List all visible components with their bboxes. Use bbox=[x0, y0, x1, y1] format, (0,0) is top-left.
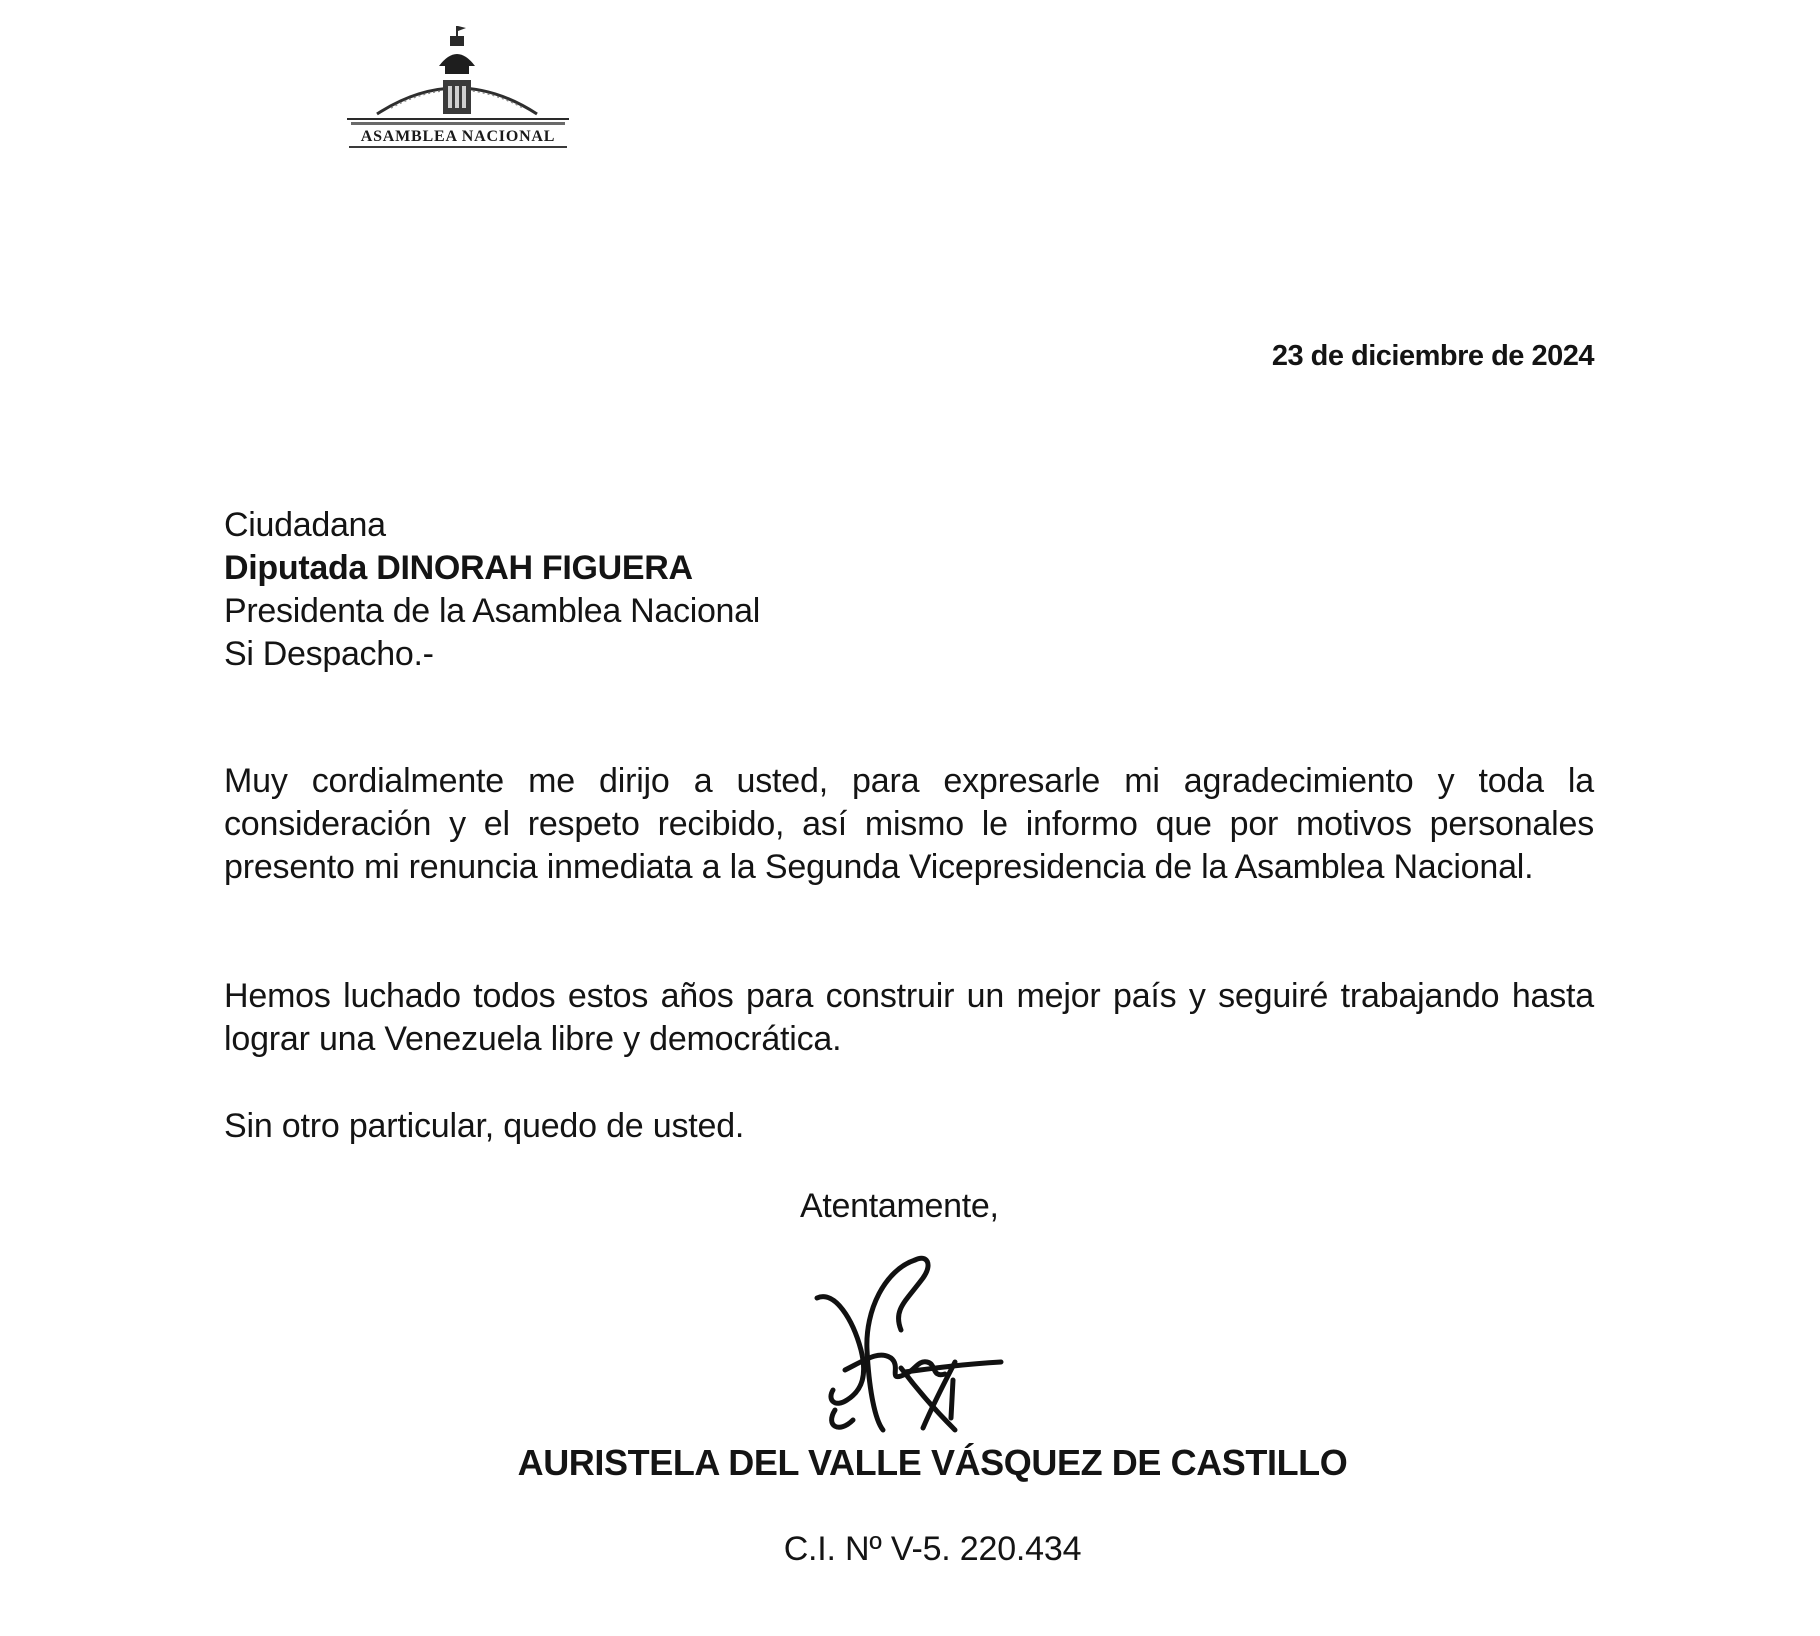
addressee-office: Si Despacho.- bbox=[224, 635, 434, 673]
addressee-block bbox=[224, 504, 760, 676]
closing-phrase: Atentamente, bbox=[800, 1187, 999, 1225]
signer-id-number: C.I. Nº V-5. 220.434 bbox=[783, 1530, 1082, 1568]
body-paragraph-2: Hemos luchado todos estos años para construir un mejor país y seguiré trabajando hasta lograr una Venezuela libre y democrática. bbox=[224, 977, 1594, 1058]
capitol-dome-icon bbox=[335, 22, 580, 152]
addressee-title: Presidenta de la Asamblea Nacional bbox=[224, 592, 761, 630]
addressee-salutation: Ciudadana bbox=[224, 506, 386, 544]
body-paragraph-3: Sin otro particular, quedo de usted. bbox=[224, 1107, 745, 1145]
signature-icon bbox=[805, 1250, 1005, 1440]
letter-date: 23 de diciembre de 2024 bbox=[1271, 340, 1594, 372]
addressee-name: Diputada DINORAH FIGUERA bbox=[224, 549, 693, 587]
signer-name: AURISTELA DEL VALLE VÁSQUEZ DE CASTILLO bbox=[517, 1442, 1348, 1483]
institution-name: ASAMBLEA NACIONAL bbox=[360, 128, 556, 145]
body-paragraph-1: Muy cordialmente me dirijo a usted, para expresarle mi agradecimiento y toda la consideración y el respeto recibido, así mismo le informo que por motivos personales presento mi renuncia inmediata a la Segunda Vicepresidencia de la Asamblea Nacional. bbox=[224, 762, 1594, 886]
handwritten-signature bbox=[805, 1250, 1005, 1440]
asamblea-nacional-logo bbox=[335, 22, 580, 152]
